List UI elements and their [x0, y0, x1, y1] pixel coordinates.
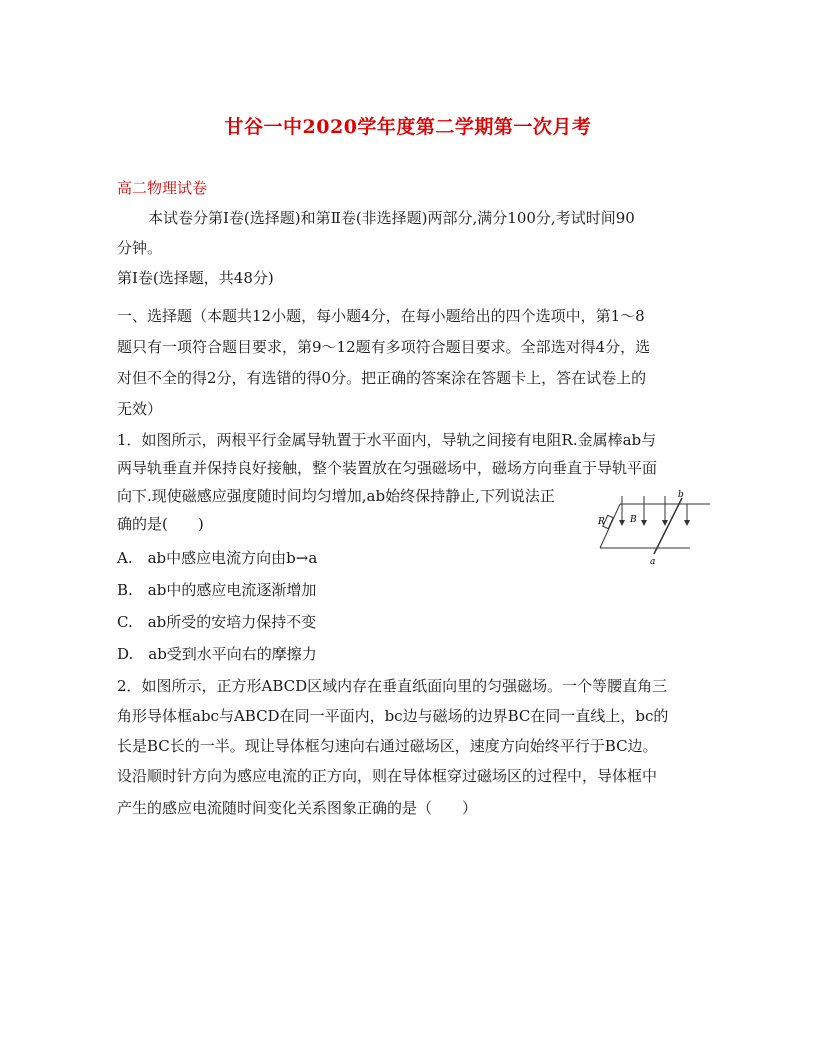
- instruction-line: 一、选择题（本题共12小题，每小题4分，在每小题给出的四个选项中，第1～8: [117, 307, 645, 325]
- q2-line: 角形导体框abc与ABCD在同一平面内，bc边与磁场的边界BC在同一直线上，bc的: [117, 707, 669, 725]
- instruction-line: 无效）: [117, 400, 163, 418]
- label-a-rod: a: [650, 557, 656, 566]
- label-r: R: [598, 517, 605, 527]
- q1-option-a: A. ab中感应电流方向由b→a: [117, 549, 318, 567]
- q1-rail-diagram: [592, 486, 710, 566]
- q1-option-d: D. ab受到水平向右的摩擦力: [117, 645, 317, 663]
- instruction-line: 题只有一项符合题目要求，第9～12题有多项符合题目要求。全部选对得4分，选: [117, 338, 651, 356]
- q1-line: 向下.现使磁感应强度随时间均匀增加,ab始终保持静止,下列说法正: [117, 487, 555, 505]
- instruction-line: 对但不全的得2分，有选错的得0分。把正确的答案涂在答题卡上，答在试卷上的: [117, 369, 647, 387]
- q1-line: 两导轨垂直并保持良好接触，整个装置放在匀强磁场中，磁场方向垂直于导轨平面: [117, 459, 658, 477]
- intro-line: 本试卷分第Ⅰ卷(选择题)和第Ⅱ卷(非选择题)两部分,满分100分,考试时间90: [148, 209, 635, 227]
- field-arrowhead: [619, 520, 625, 526]
- q2-line: 2．如图所示，正方形ABCD区域内存在垂直纸面向里的匀强磁场。一个等腰直角三: [117, 677, 668, 695]
- q2-line: 产生的感应电流随时间变化关系图象正确的是（ ）: [117, 799, 478, 817]
- q1-line: 确的是( ): [117, 515, 204, 533]
- q1-option-c: C. ab所受的安培力保持不变: [117, 613, 317, 631]
- section-heading: 第Ⅰ卷(选择题，共48分): [117, 269, 274, 287]
- exam-subtitle: 高二物理试卷: [117, 179, 208, 197]
- intro-line: 分钟。: [117, 239, 163, 257]
- field-arrowhead: [662, 520, 668, 526]
- q1-option-b: B. ab中的感应电流逐渐增加: [117, 581, 317, 599]
- q2-line: 设沿顺时针方向为感应电流的正方向，则在导体框穿过磁场区的过程中，导体框中: [117, 767, 658, 785]
- q1-line: 1．如图所示，两根平行金属导轨置于水平面内，导轨之间接有电阻R.金属棒ab与: [117, 431, 657, 449]
- q2-line: 长是BC长的一半。现让导体框匀速向右通过磁场区，速度方向始终平行于BC边。: [117, 737, 658, 755]
- field-arrowhead: [641, 520, 647, 526]
- exam-title: 甘谷一中2020学年度第二学期第一次月考: [224, 116, 592, 138]
- label-b-rod: b: [678, 490, 684, 500]
- label-b-field: B: [630, 515, 637, 525]
- rod-ab: [654, 498, 682, 554]
- field-arrowhead: [684, 520, 690, 526]
